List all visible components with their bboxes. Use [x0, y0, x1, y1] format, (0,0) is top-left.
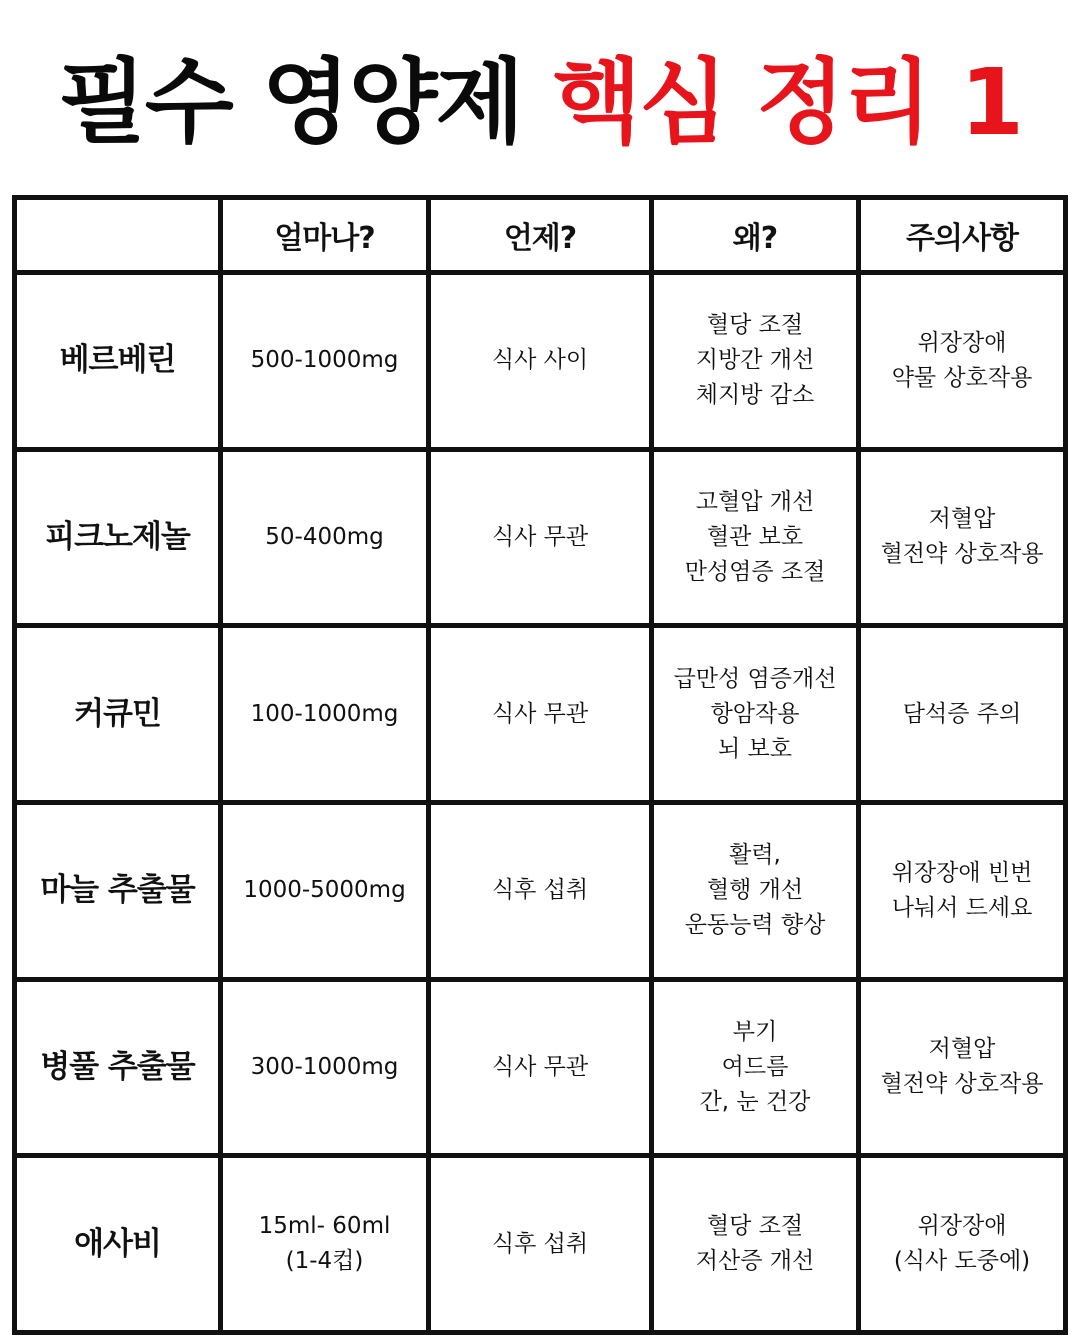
supplement-name: 베르베린	[15, 273, 221, 450]
title-black-part: 필수 영양제	[58, 49, 553, 156]
caution-cell-line: (식사 도중에)	[893, 1248, 1031, 1275]
supplement-table	[12, 195, 1068, 1335]
why-cell-line: 혈관 보호	[706, 523, 804, 550]
why-cell-line: 급만성 염증개선	[673, 665, 837, 692]
title-red-part: 핵심 정리 1	[552, 49, 1022, 156]
table-row	[15, 979, 1066, 1156]
caution-cell-line: 저혈압	[928, 1036, 996, 1063]
amount-cell-line: (1-4컵)	[285, 1248, 364, 1275]
page-title	[0, 48, 1080, 158]
table-row	[15, 802, 1066, 979]
when-cell	[429, 979, 652, 1156]
header-caution: 주의사항	[859, 198, 1066, 273]
why-cell-line: 고혈압 개선	[695, 488, 815, 515]
why-cell	[652, 802, 859, 979]
caution-cell	[859, 979, 1066, 1156]
why-cell	[652, 626, 859, 803]
why-cell-line: 활력,	[729, 842, 781, 869]
amount-cell-line: 100-1000mg	[250, 700, 399, 727]
table-row	[15, 1156, 1066, 1333]
caution-cell-line: 혈전약 상호작용	[880, 541, 1044, 568]
header-amount: 얼마나?	[221, 198, 429, 273]
why-cell-line: 항암작용	[710, 700, 800, 727]
supplement-name: 커큐민	[15, 626, 221, 803]
when-cell-line: 식사 사이	[491, 347, 589, 374]
supplement-name: 피크노제놀	[15, 449, 221, 626]
header-why: 왜?	[652, 198, 859, 273]
caution-cell-line: 나눠서 드세요	[891, 894, 1033, 921]
caution-cell-line: 위장장애	[917, 329, 1007, 356]
amount-cell-line: 300-1000mg	[250, 1053, 399, 1080]
header-row	[15, 198, 1066, 273]
when-cell-line: 식사 무관	[491, 1053, 589, 1080]
amount-cell	[221, 626, 429, 803]
why-cell-line: 혈당 조절	[706, 1213, 804, 1240]
why-cell	[652, 449, 859, 626]
caution-cell	[859, 1156, 1066, 1333]
why-cell	[652, 979, 859, 1156]
when-cell-line: 식사 무관	[491, 700, 589, 727]
caution-cell-line: 약물 상호작용	[891, 364, 1033, 391]
caution-cell-line: 저혈압	[928, 506, 996, 533]
when-cell-line: 식사 무관	[491, 523, 589, 550]
why-cell-line: 체지방 감소	[695, 382, 815, 409]
supplement-name: 병풀 추출물	[15, 979, 221, 1156]
caution-cell	[859, 449, 1066, 626]
when-cell	[429, 449, 652, 626]
caution-cell-line: 혈전약 상호작용	[880, 1071, 1044, 1098]
when-cell	[429, 273, 652, 450]
why-cell-line: 운동능력 향상	[684, 912, 826, 939]
why-cell-line: 혈당 조절	[706, 312, 804, 339]
caution-cell-line: 위장장애 빈번	[891, 859, 1033, 886]
why-cell-line: 혈행 개선	[706, 877, 804, 904]
amount-cell-line: 15ml- 60ml	[258, 1213, 391, 1240]
table-body	[15, 273, 1066, 1333]
why-cell-line: 부기	[732, 1018, 778, 1045]
amount-cell	[221, 802, 429, 979]
amount-cell-line: 1000-5000mg	[243, 877, 406, 904]
table-row	[15, 449, 1066, 626]
caution-cell-line: 담석증 주의	[902, 700, 1022, 727]
why-cell-line: 여드름	[721, 1053, 789, 1080]
caution-cell	[859, 273, 1066, 450]
amount-cell-line: 500-1000mg	[250, 347, 399, 374]
amount-cell	[221, 979, 429, 1156]
why-cell-line: 뇌 보호	[718, 735, 792, 762]
amount-cell	[221, 273, 429, 450]
supplement-name: 애사비	[15, 1156, 221, 1333]
amount-cell	[221, 1156, 429, 1333]
when-cell-line: 식후 섭취	[491, 1230, 589, 1257]
why-cell-line: 간, 눈 건강	[699, 1088, 811, 1115]
table-row	[15, 273, 1066, 450]
supplement-name: 마늘 추출물	[15, 802, 221, 979]
why-cell-line: 만성염증 조절	[684, 558, 826, 585]
table-row	[15, 626, 1066, 803]
when-cell	[429, 1156, 652, 1333]
when-cell	[429, 802, 652, 979]
when-cell	[429, 626, 652, 803]
amount-cell	[221, 449, 429, 626]
why-cell-line: 지방간 개선	[695, 347, 815, 374]
header-corner	[15, 198, 221, 273]
why-cell-line: 저산증 개선	[695, 1248, 815, 1275]
amount-cell-line: 50-400mg	[265, 523, 384, 550]
when-cell-line: 식후 섭취	[491, 877, 589, 904]
why-cell	[652, 1156, 859, 1333]
caution-cell-line: 위장장애	[917, 1213, 1007, 1240]
caution-cell	[859, 626, 1066, 803]
header-when: 언제?	[429, 198, 652, 273]
why-cell	[652, 273, 859, 450]
caution-cell	[859, 802, 1066, 979]
